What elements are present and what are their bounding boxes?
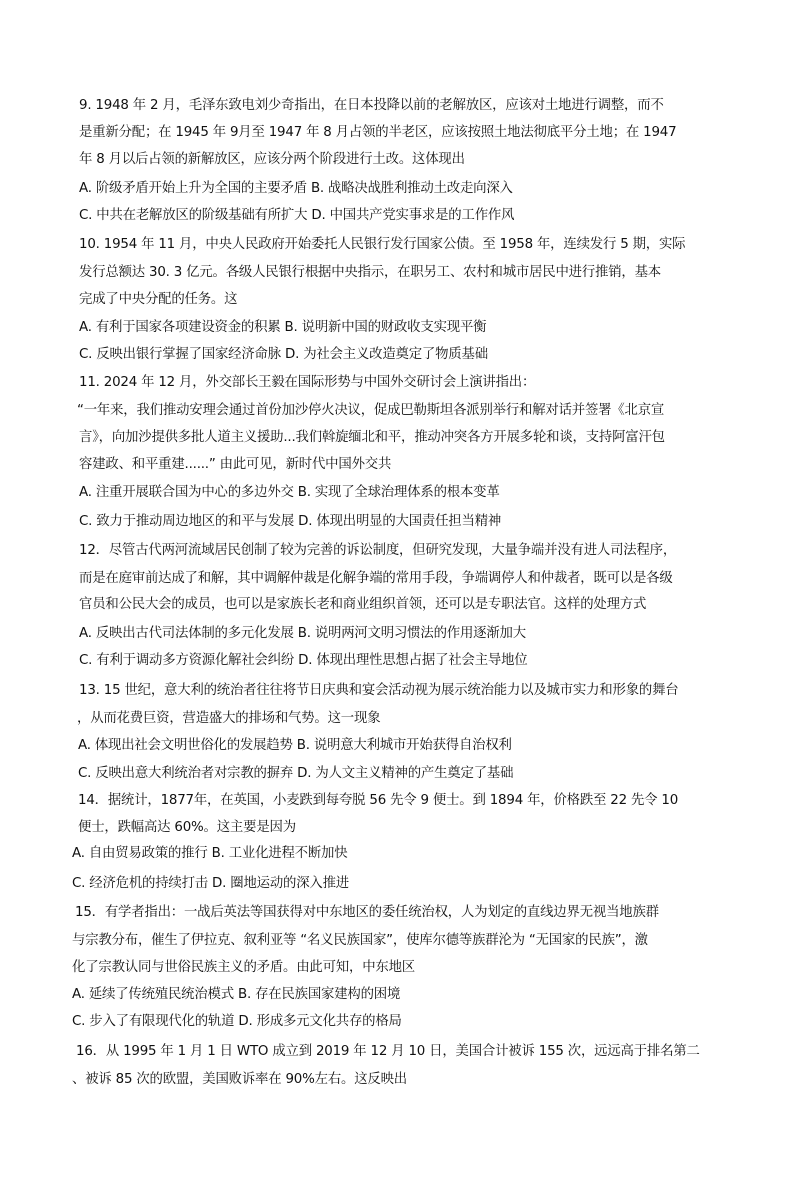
answer-options-line: C. 中共在老解放区的阶级基础有所扩大 D. 中国共产党实事求是的工作作风	[79, 208, 515, 223]
answer-options-line: A. 有利于国家各项建设资金的积累 B. 说明新中国的财政收支实现平衡	[79, 320, 487, 335]
answer-options-line: A. 延续了传统殖民统治模式 B. 存在民族国家建构的困境	[72, 987, 401, 1002]
question-stem-line: 9. 1948 年 2 月，毛泽东致电刘少奇指出，在日本投降以前的老解放区，应该对土地进行调整，而不	[79, 98, 664, 113]
question-stem-line: 而是在庭审前达成了和解，其中调解仲裁是化解争端的常用手段，争端调停人和仲裁者，既可以是各级	[79, 571, 673, 586]
answer-options-line: A. 自由贸易政策的推行 B. 工业化进程不断加快	[72, 846, 348, 861]
question-stem-line: 13. 15 世纪，意大利的统治者往往将节日庆典和宴会活动视为展示统治能力以及城市实力和形象的舞台	[79, 683, 679, 698]
question-stem-line: 10. 1954 年 11 月，中央人民政府开始委托人民银行发行国家公债。至 1958 年，连续发行 5 期，实际	[79, 237, 686, 252]
answer-options-line: A. 注重开展联合国为中心的多边外交 B. 实现了全球治理体系的根本变革	[79, 485, 500, 500]
question-stem-line: 与宗教分布，催生了伊拉克、叙利亚等 “名义民族国家”，使库尔德等族群沦为 “无国家的民族”，激	[72, 933, 648, 948]
answer-options-line: C. 致力于推动周边地区的和平与发展 D. 体现出明显的大国责任担当精神	[79, 514, 502, 529]
question-stem-line: 化了宗教认同与世俗民族主义的矛盾。由此可知，中东地区	[72, 960, 415, 975]
question-stem-line: 完成了中央分配的任务。这	[79, 292, 238, 307]
question-stem-line: 年 8 月以后占领的新解放区，应该分两个阶段进行土改。这体现出	[79, 152, 465, 167]
answer-options-line: C. 反映出意大利统治者对宗教的摒弃 D. 为人文主义精神的产生奠定了基础	[78, 766, 514, 781]
answer-options-line: C. 有利于调动多方资源化解社会纠纷 D. 体现出理性思想占据了社会主导地位	[79, 653, 528, 668]
answer-options-line: A. 阶级矛盾开始上升为全国的主要矛盾 B. 战略决战胜利推动土改走向深入	[79, 181, 513, 196]
question-stem-line: 15．有学者指出：一战后英法等国获得对中东地区的委任统治权，人为划定的直线边界无视当地族群	[75, 905, 659, 920]
question-stem-line: 11. 2024 年 12 月，外交部长王毅在国际形势与中国外交研讨会上演讲指出：	[79, 375, 536, 390]
question-stem-line: “一年来，我们推动安理会通过首份加沙停火决议，促成巴勒斯坦各派别举行和解对话并签署《北京宣	[77, 403, 665, 418]
question-stem-line: 发行总额达 30. 3 亿元。各级人民银行根据中央指示，在职另工、农村和城市居民中进行推销，基本	[79, 265, 661, 280]
question-stem-line: 言》，向加沙提供多批人道主义援助...我们斡旋缅北和平，推动冲突各方开展多轮和谈，支持阿富汗包	[79, 430, 665, 445]
question-stem-line: 容建政、和平重建......” 由此可见，新时代中国外交共	[79, 457, 392, 472]
answer-options-line: C. 步入了有限现代化的轨道 D. 形成多元文化共存的格局	[72, 1014, 402, 1029]
question-stem-line: ，从而花费巨资，营造盛大的排场和气势。这一现象	[77, 711, 381, 726]
question-stem-line: 是重新分配；在 1945 年 9月至 1947 年 8 月占领的半老区，应该按照土地法彻底平分土地；在 1947	[79, 125, 677, 140]
answer-options-line: C. 经济危机的持续打击 D. 圈地运动的深入推进	[72, 876, 349, 891]
answer-options-line: A. 反映出古代司法体制的多元化发展 B. 说明两河文明习惯法的作用逐渐加大	[79, 626, 526, 641]
question-stem-line: 便士，跌幅高达 60%。这主要是因为	[78, 820, 296, 835]
question-stem-line: 、被诉 85 次的欧盟，美国败诉率在 90%左右。这反映出	[72, 1072, 407, 1087]
question-stem-line: 16．从 1995 年 1 月 1 日 WTO 成立到 2019 年 12 月 10 日，美国合计被诉 155 次，远远高于排名第二	[76, 1044, 700, 1059]
question-stem-line: 官员和公民大会的成员，也可以是家族长老和商业组织首领，还可以是专职法官。这样的处理方式	[79, 597, 647, 612]
answer-options-line: C. 反映出银行掌握了国家经济命脉 D. 为社会主义改造奠定了物质基础	[79, 347, 488, 362]
question-stem-line: 12．尽管古代两河流域居民创制了较为完善的诉讼制度，但研究发现，大量争端并没有进人司法程序，	[79, 543, 677, 558]
question-stem-line: 14．据统计，1877年，在英国，小麦跌到每夸脱 56 先令 9 便士。到 1894 年，价格跌至 22 先令 10	[78, 793, 679, 808]
answer-options-line: A. 体现出社会文明世俗化的发展趋势 B. 说明意大利城市开始获得自治权利	[78, 738, 512, 753]
